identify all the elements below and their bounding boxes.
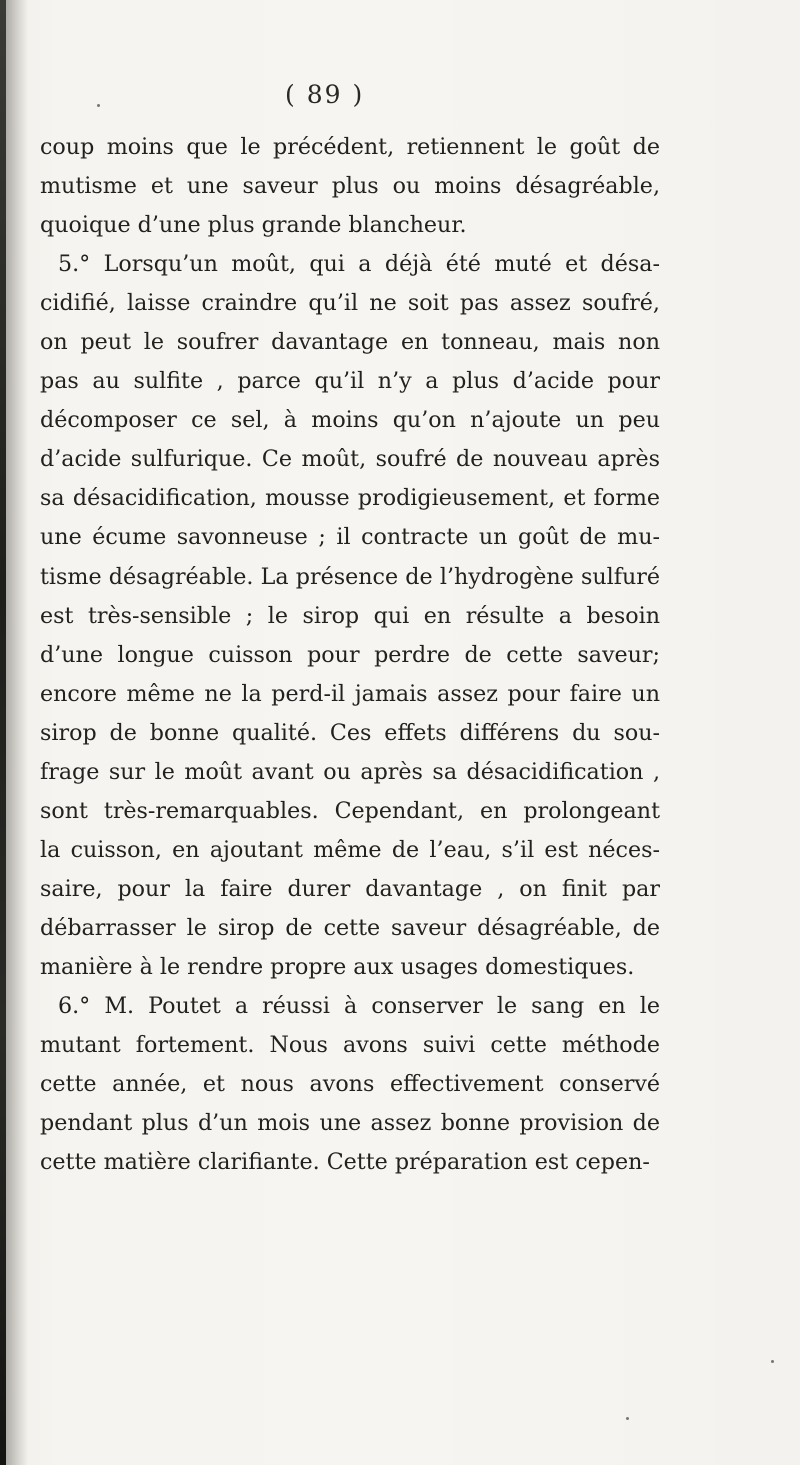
text-line: pendant plus d’un mois une assez bonne provision de (40, 1110, 660, 1137)
text-line: 5.° Lorsqu’un moût, qui a déjà été muté et désa- (58, 251, 660, 278)
text-line: sont très-remarquables. Cependant, en prolongeant (40, 797, 660, 824)
text-line: mutisme et une saveur plus ou moins désagréable, (40, 173, 660, 200)
text-line: tisme désagréable. La présence de l’hydrogène sulfuré (40, 563, 660, 590)
text-line: débarrasser le sirop de cette saveur désagréable, de (40, 914, 660, 941)
body-text (40, 128, 660, 1182)
text-line: frage sur le moût avant ou après sa désacidification , (40, 758, 660, 785)
speck-mark (626, 1417, 629, 1420)
page-number: ( 89 ) (285, 80, 365, 109)
speck-mark (97, 104, 100, 107)
text-line: 6.° M. Poutet a réussi à conserver le sang en le (58, 993, 660, 1020)
text-line: encore même ne la perd-il jamais assez pour faire un (40, 680, 660, 707)
text-line: cette matière clarifiante. Cette préparation est cepen- (40, 1149, 650, 1176)
text-line: mutant fortement. Nous avons suivi cette méthode (40, 1032, 660, 1059)
text-line: manière à le rendre propre aux usages domestiques. (40, 953, 635, 980)
text-line: on peut le soufrer davantage en tonneau, mais non (40, 329, 660, 356)
text-line: sa désacidification, mousse prodigieusement, et forme (40, 485, 660, 512)
text-line: pas au sulfite , parce qu’il n’y a plus d’acide pour (40, 368, 660, 395)
text-line: cette année, et nous avons effectivement conservé (40, 1071, 660, 1098)
text-line: saire, pour la faire durer davantage , on finit par (40, 875, 660, 902)
text-line: la cuisson, en ajoutant même de l’eau, s’il est néces- (40, 836, 660, 863)
text-line: décomposer ce sel, à moins qu’on n’ajoute un peu (40, 407, 660, 434)
text-line: sirop de bonne qualité. Ces effets différens du sou- (40, 719, 660, 746)
text-line: quoique d’une plus grande blancheur. (40, 212, 467, 239)
text-line: d’une longue cuisson pour perdre de cette saveur; (40, 641, 660, 668)
spine-shadow (6, 0, 28, 1465)
text-line: d’acide sulfurique. Ce moût, soufré de nouveau après (40, 446, 660, 473)
text-line: est très-sensible ; le sirop qui en résulte a besoin (40, 602, 660, 629)
text-line: une écume savonneuse ; il contracte un goût de mu- (40, 524, 660, 551)
text-line: coup moins que le précédent, retiennent le goût de (40, 134, 660, 160)
speck-mark (771, 1360, 774, 1363)
text-line: cidifié, laisse craindre qu’il ne soit pas assez soufré, (40, 290, 660, 317)
